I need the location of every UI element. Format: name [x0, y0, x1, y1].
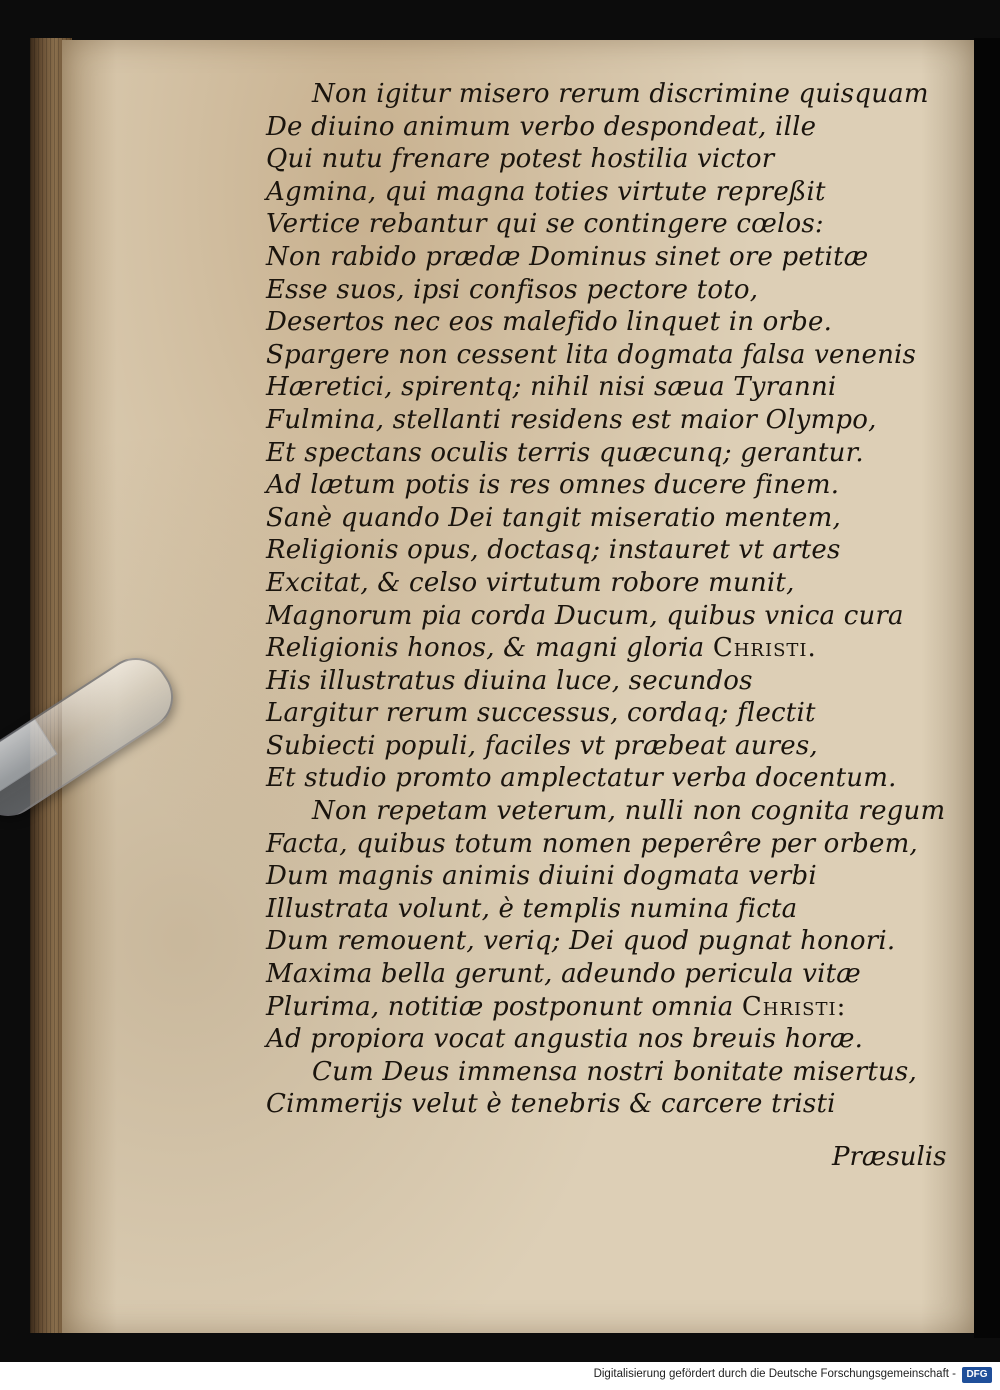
verse-line: Desertos nec eos malefido linquet in orbe. — [266, 307, 833, 338]
verse-line: Agmina, qui magna toties virtute repreßit — [266, 176, 826, 207]
verse-line: Religionis opus, doctasq; instauret vt artes — [266, 535, 841, 566]
verse-line: His illustratus diuina luce, secundos — [266, 665, 753, 696]
verse-line: Et spectans oculis terris quæcunq; gerantur. — [266, 437, 864, 468]
verse-line: Dum magnis animis diuini dogmata verbi — [266, 861, 817, 892]
catchword: Præsulis — [832, 1142, 947, 1172]
verse-line: Ad lætum potis is res omnes ducere finem. — [266, 470, 840, 501]
verse-line: Non igitur misero rerum discrimine quisquam — [312, 79, 929, 109]
verse-line: Maxima bella gerunt, adeundo pericula vitæ — [266, 959, 861, 990]
verse-line: Cimmeriјs velut è tenebris & carcere tristi — [266, 1089, 836, 1120]
verse-line: Illustrata volunt, è templis numina ficta — [266, 893, 798, 924]
footer-bar — [0, 1362, 1000, 1390]
funding-credit: Digitalisierung gefördert durch die Deutsche Forschungsgemeinschaft - — [593, 1368, 956, 1380]
verse-line: Et studio promto amplectatur verba docentum. — [266, 763, 897, 794]
verse-line: Facta, quibus totum nomen peperêre per orbem, — [266, 828, 918, 859]
verse-line: Spargere non cessent lita dogmata falsa venenis — [266, 339, 917, 370]
right-background — [974, 38, 1000, 1338]
verse-line: Vertice rebantur qui se contingere cœlos: — [266, 209, 824, 240]
verse-line: Fulmina, stellanti residens est maior Olympo, — [266, 404, 877, 435]
verse-line: Magnorum pia corda Ducum, quibus vnica cura — [266, 600, 904, 631]
verse-line: Subiecti populi, faciles vt præbeat aures, — [266, 730, 818, 761]
verse-line: Excitat, & celso virtutum robore munit, — [266, 567, 795, 598]
verse-line-text: Plurima, notitiæ postponunt omnia — [266, 991, 734, 1022]
verse-line-text: Religionis honos, & magni gloria — [266, 633, 705, 664]
verse-line: Hæretici, spirentq; nihil nisi sæua Tyranni — [266, 372, 837, 403]
verse-line: Qui nutu frenare potest hostilia victor — [266, 144, 775, 175]
verse-line: Ad propiora vocat angustia nos breuis horæ. — [266, 1024, 864, 1055]
verse-line: Largitur rerum successus, cordaq; flectit — [266, 698, 816, 729]
verse-line: Esse suos, ipsi confisos pectore toto, — [266, 274, 759, 305]
dfg-logo: DFG — [962, 1367, 992, 1383]
christi-word: Christi. — [712, 633, 817, 664]
poem-text-block — [266, 78, 946, 1121]
verse-line: Non repetam veterum, nulli non cognita regum — [312, 796, 946, 827]
verse-line: Cum Deus immensa nostri bonitate misertus, — [312, 1056, 917, 1087]
christi-word: Christi: — [741, 991, 847, 1022]
verse-line: Non rabido prædæ Dominus sinet ore petitæ — [266, 241, 869, 272]
verse-line: Dum remouent, veriq; Dei quod pugnat honori. — [266, 926, 896, 957]
verse-line: De diuino animum verbo despondeat, ille — [266, 111, 817, 142]
verse-line: Sanè quando Dei tangit miseratio mentem, — [266, 502, 841, 533]
verse-line — [266, 991, 906, 1024]
verse-line — [266, 632, 906, 665]
